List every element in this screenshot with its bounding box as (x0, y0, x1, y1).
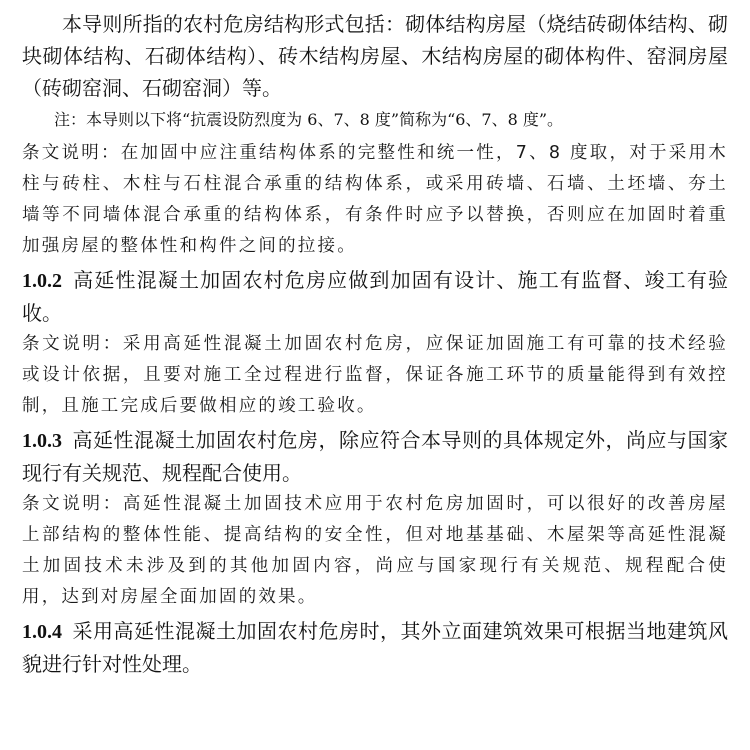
clause-number: 1.0.3 (22, 430, 62, 452)
clause-1-0-2 (22, 264, 728, 329)
intro-paragraph: 本导则所指的农村危房结构形式包括：砌体结构房屋（烧结砖砌体结构、砌块砌体结构、石砌体结构）、砖木结构房屋、木结构房屋的砌体构件、窑洞房屋（砖砌窑洞、石砌窑洞）等。 (22, 12, 728, 100)
explanation-paragraph-2: 条文说明：采用高延性混凝土加固农村危房，应保证加固施工有可靠的技术经验或设计依据，且要对施工全过程进行监督，保证各施工环节的质量能得到有效控制，且施工完成后要做相应的竣工验收。 (22, 334, 728, 416)
clause-1-0-3 (22, 424, 728, 489)
explanation-paragraph-1: 条文说明：在加固中应注重结构体系的完整性和统一性，7、8 度取，对于采用木柱与砖柱、木柱与石柱混合承重的结构体系，或采用砖墙、石墙、土坯墙、夯土墙等不同墙体混合承重的结构体系，有条件时应予以替换，否则应在加固时着重加强房屋的整体性和构件之间的拉接。 (22, 143, 728, 256)
clause-1-0-4 (22, 615, 728, 680)
note-paragraph: 注：本导则以下将“抗震设防烈度为 6、7、8 度”简称为“6、7、8 度”。 (54, 110, 564, 129)
clause-text: 采用高延性混凝土加固农村危房时，其外立面建筑效果可根据当地建筑风貌进行针对性处理。 (22, 619, 728, 676)
clause-number: 1.0.4 (22, 621, 62, 643)
clause-text: 高延性混凝土加固农村危房，除应符合本导则的具体规定外，尚应与国家现行有关规范、规程配合使用。 (22, 428, 728, 485)
clause-text: 高延性混凝土加固农村危房应做到加固有设计、施工有监督、竣工有验收。 (22, 268, 728, 325)
clause-number: 1.0.2 (22, 270, 62, 292)
explanation-paragraph-3: 条文说明：高延性混凝土加固技术应用于农村危房加固时，可以很好的改善房屋上部结构的整体性能、提高结构的安全性，但对地基基础、木屋架等高延性混凝土加固技术未涉及到的其他加固内容，尚应与国家现行有关规范、规程配合使用，达到对房屋全面加固的效果。 (22, 494, 728, 607)
